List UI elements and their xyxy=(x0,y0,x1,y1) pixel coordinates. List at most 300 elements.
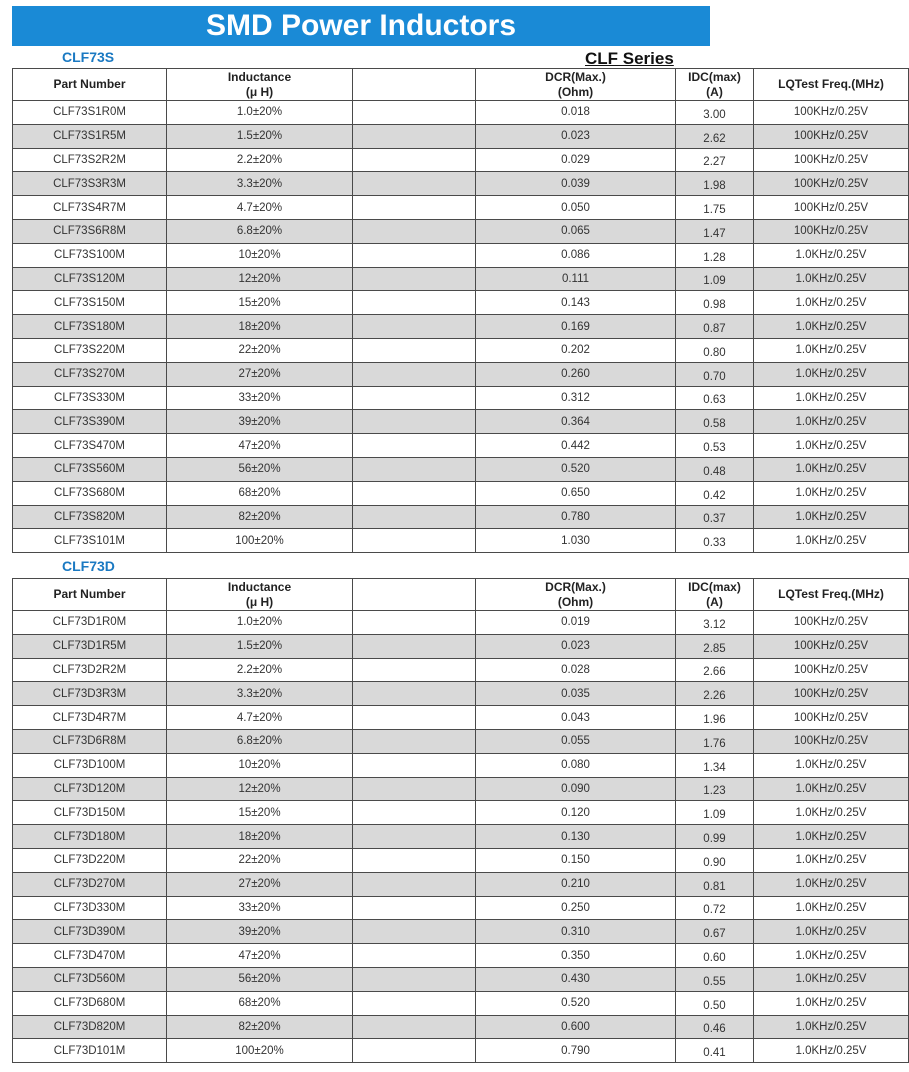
cell-dcr: 0.520 xyxy=(476,457,676,481)
cell-test-freq: 1.0KHz/0.25V xyxy=(754,529,909,553)
table-row xyxy=(13,529,909,553)
cell-dcr: 0.150 xyxy=(476,848,676,872)
cell-blank xyxy=(353,753,476,777)
cell-blank xyxy=(353,315,476,339)
cell-part-number: CLF73S390M xyxy=(13,410,167,434)
cell-test-freq: 1.0KHz/0.25V xyxy=(754,991,909,1015)
header-blank xyxy=(353,69,476,101)
header-blank xyxy=(353,579,476,611)
cell-inductance: 15±20% xyxy=(167,801,353,825)
cell-part-number: CLF73D390M xyxy=(13,920,167,944)
table-row xyxy=(13,362,909,386)
cell-part-number: CLF73S3R3M xyxy=(13,172,167,196)
cell-inductance: 18±20% xyxy=(167,825,353,849)
table-row xyxy=(13,658,909,682)
cell-part-number: CLF73D180M xyxy=(13,825,167,849)
cell-part-number: CLF73D101M xyxy=(13,1039,167,1063)
header-inductance xyxy=(167,579,353,611)
cell-part-number: CLF73S4R7M xyxy=(13,196,167,220)
cell-inductance: 33±20% xyxy=(167,896,353,920)
header-part-number: Part Number xyxy=(13,69,167,101)
cell-test-freq: 1.0KHz/0.25V xyxy=(754,338,909,362)
cell-blank xyxy=(353,505,476,529)
cell-blank xyxy=(353,196,476,220)
cell-dcr: 0.023 xyxy=(476,634,676,658)
cell-idc: 0.67 xyxy=(676,920,754,944)
cell-inductance: 33±20% xyxy=(167,386,353,410)
cell-part-number: CLF73S1R5M xyxy=(13,124,167,148)
cell-idc: 1.09 xyxy=(676,801,754,825)
cell-idc: 1.23 xyxy=(676,777,754,801)
cell-idc: 1.28 xyxy=(676,243,754,267)
cell-part-number: CLF73S120M xyxy=(13,267,167,291)
cell-test-freq: 1.0KHz/0.25V xyxy=(754,457,909,481)
cell-dcr: 0.019 xyxy=(476,611,676,635)
cell-idc: 2.27 xyxy=(676,148,754,172)
cell-blank xyxy=(353,362,476,386)
cell-dcr: 0.018 xyxy=(476,101,676,125)
cell-dcr: 0.086 xyxy=(476,243,676,267)
cell-test-freq: 1.0KHz/0.25V xyxy=(754,920,909,944)
cell-inductance: 2.2±20% xyxy=(167,148,353,172)
cell-test-freq: 1.0KHz/0.25V xyxy=(754,872,909,896)
cell-part-number: CLF73D270M xyxy=(13,872,167,896)
cell-inductance: 18±20% xyxy=(167,315,353,339)
cell-part-number: CLF73D220M xyxy=(13,848,167,872)
cell-part-number: CLF73D6R8M xyxy=(13,729,167,753)
table-row xyxy=(13,634,909,658)
cell-inductance: 22±20% xyxy=(167,848,353,872)
cell-test-freq: 100KHz/0.25V xyxy=(754,658,909,682)
cell-dcr: 0.080 xyxy=(476,753,676,777)
cell-test-freq: 100KHz/0.25V xyxy=(754,148,909,172)
cell-test-freq: 1.0KHz/0.25V xyxy=(754,967,909,991)
cell-inductance: 56±20% xyxy=(167,967,353,991)
header-idc xyxy=(676,579,754,611)
cell-inductance: 15±20% xyxy=(167,291,353,315)
cell-part-number: CLF73D1R5M xyxy=(13,634,167,658)
cell-test-freq: 1.0KHz/0.25V xyxy=(754,777,909,801)
table-row xyxy=(13,991,909,1015)
cell-dcr: 0.430 xyxy=(476,967,676,991)
cell-dcr: 0.043 xyxy=(476,706,676,730)
header-inductance-line2: (μ H) xyxy=(245,84,274,99)
table-row xyxy=(13,243,909,267)
table-row xyxy=(13,267,909,291)
cell-inductance: 27±20% xyxy=(167,362,353,386)
cell-part-number: CLF73S680M xyxy=(13,481,167,505)
cell-inductance: 3.3±20% xyxy=(167,172,353,196)
cell-blank xyxy=(353,611,476,635)
cell-dcr: 0.790 xyxy=(476,1039,676,1063)
cell-blank xyxy=(353,658,476,682)
cell-inductance: 39±20% xyxy=(167,410,353,434)
cell-inductance: 39±20% xyxy=(167,920,353,944)
cell-part-number: CLF73D4R7M xyxy=(13,706,167,730)
table-row xyxy=(13,729,909,753)
table-row xyxy=(13,196,909,220)
cell-dcr: 0.350 xyxy=(476,944,676,968)
table-row xyxy=(13,410,909,434)
cell-idc: 0.60 xyxy=(676,944,754,968)
cell-part-number: CLF73S820M xyxy=(13,505,167,529)
cell-blank xyxy=(353,291,476,315)
cell-test-freq: 1.0KHz/0.25V xyxy=(754,267,909,291)
cell-dcr: 0.780 xyxy=(476,505,676,529)
cell-part-number: CLF73D560M xyxy=(13,967,167,991)
cell-test-freq: 1.0KHz/0.25V xyxy=(754,243,909,267)
cell-test-freq: 1.0KHz/0.25V xyxy=(754,753,909,777)
cell-test-freq: 100KHz/0.25V xyxy=(754,124,909,148)
cell-idc: 0.50 xyxy=(676,991,754,1015)
cell-test-freq: 1.0KHz/0.25V xyxy=(754,896,909,920)
cell-idc: 2.26 xyxy=(676,682,754,706)
table-row xyxy=(13,801,909,825)
table-header-row xyxy=(13,579,909,611)
cell-test-freq: 1.0KHz/0.25V xyxy=(754,825,909,849)
table-body-clf73s xyxy=(13,101,909,553)
cell-inductance: 27±20% xyxy=(167,872,353,896)
cell-blank xyxy=(353,777,476,801)
spec-table-clf73d xyxy=(12,578,909,1063)
cell-idc: 0.70 xyxy=(676,362,754,386)
cell-idc: 2.66 xyxy=(676,658,754,682)
cell-part-number: CLF73S150M xyxy=(13,291,167,315)
cell-test-freq: 1.0KHz/0.25V xyxy=(754,315,909,339)
cell-part-number: CLF73S470M xyxy=(13,434,167,458)
cell-idc: 3.12 xyxy=(676,611,754,635)
cell-inductance: 1.0±20% xyxy=(167,611,353,635)
cell-dcr: 0.364 xyxy=(476,410,676,434)
table-row xyxy=(13,386,909,410)
cell-inductance: 100±20% xyxy=(167,1039,353,1063)
cell-dcr: 1.030 xyxy=(476,529,676,553)
table-row xyxy=(13,457,909,481)
cell-idc: 0.80 xyxy=(676,338,754,362)
header-inductance-line2: (μ H) xyxy=(245,594,274,609)
cell-dcr: 0.260 xyxy=(476,362,676,386)
cell-blank xyxy=(353,219,476,243)
cell-idc: 1.76 xyxy=(676,729,754,753)
header-inductance-line1: Inductance xyxy=(227,69,292,84)
cell-idc: 0.87 xyxy=(676,315,754,339)
table-row xyxy=(13,338,909,362)
cell-dcr: 0.090 xyxy=(476,777,676,801)
cell-part-number: CLF73D470M xyxy=(13,944,167,968)
cell-blank xyxy=(353,706,476,730)
cell-part-number: CLF73D1R0M xyxy=(13,611,167,635)
cell-part-number: CLF73S220M xyxy=(13,338,167,362)
cell-blank xyxy=(353,172,476,196)
cell-dcr: 0.111 xyxy=(476,267,676,291)
header-idc-line2: (A) xyxy=(706,594,723,609)
cell-dcr: 0.310 xyxy=(476,920,676,944)
series-label: CLF Series xyxy=(585,49,674,68)
cell-idc: 0.90 xyxy=(676,848,754,872)
cell-blank xyxy=(353,338,476,362)
cell-idc: 2.85 xyxy=(676,634,754,658)
table-row xyxy=(13,291,909,315)
table-row xyxy=(13,434,909,458)
cell-test-freq: 1.0KHz/0.25V xyxy=(754,362,909,386)
spec-table-clf73s xyxy=(12,68,909,553)
cell-test-freq: 1.0KHz/0.25V xyxy=(754,386,909,410)
cell-dcr: 0.202 xyxy=(476,338,676,362)
cell-dcr: 0.442 xyxy=(476,434,676,458)
header-idc xyxy=(676,69,754,101)
table-row xyxy=(13,481,909,505)
cell-test-freq: 100KHz/0.25V xyxy=(754,634,909,658)
header-dcr-line1: DCR(Max.) xyxy=(545,579,606,594)
cell-inductance: 47±20% xyxy=(167,944,353,968)
table-row xyxy=(13,967,909,991)
cell-idc: 0.63 xyxy=(676,386,754,410)
header-idc-line1: IDC(max) xyxy=(688,579,741,594)
cell-part-number: CLF73S2R2M xyxy=(13,148,167,172)
cell-dcr: 0.023 xyxy=(476,124,676,148)
section-label-clf73s: CLF73S xyxy=(62,49,115,65)
cell-blank xyxy=(353,825,476,849)
cell-blank xyxy=(353,729,476,753)
cell-part-number: CLF73D2R2M xyxy=(13,658,167,682)
cell-inductance: 22±20% xyxy=(167,338,353,362)
cell-idc: 1.96 xyxy=(676,706,754,730)
header-inductance-line1: Inductance xyxy=(227,579,292,594)
cell-part-number: CLF73D820M xyxy=(13,1015,167,1039)
cell-idc: 0.99 xyxy=(676,825,754,849)
cell-part-number: CLF73D100M xyxy=(13,753,167,777)
cell-blank xyxy=(353,944,476,968)
cell-blank xyxy=(353,1015,476,1039)
cell-idc: 1.09 xyxy=(676,267,754,291)
cell-part-number: CLF73D3R3M xyxy=(13,682,167,706)
cell-blank xyxy=(353,991,476,1015)
cell-part-number: CLF73D150M xyxy=(13,801,167,825)
table-row xyxy=(13,505,909,529)
cell-idc: 0.72 xyxy=(676,896,754,920)
table-row xyxy=(13,682,909,706)
cell-blank xyxy=(353,243,476,267)
table-row xyxy=(13,944,909,968)
table-row xyxy=(13,124,909,148)
cell-idc: 0.37 xyxy=(676,505,754,529)
cell-part-number: CLF73S100M xyxy=(13,243,167,267)
cell-blank xyxy=(353,101,476,125)
cell-test-freq: 1.0KHz/0.25V xyxy=(754,944,909,968)
header-test-freq: LQTest Freq.(MHz) xyxy=(754,579,909,611)
header-dcr xyxy=(476,579,676,611)
cell-dcr: 0.130 xyxy=(476,825,676,849)
cell-blank xyxy=(353,967,476,991)
cell-dcr: 0.050 xyxy=(476,196,676,220)
header-part-number: Part Number xyxy=(13,579,167,611)
cell-idc: 0.53 xyxy=(676,434,754,458)
page-title: SMD Power Inductors xyxy=(12,6,710,46)
cell-test-freq: 1.0KHz/0.25V xyxy=(754,291,909,315)
cell-idc: 1.47 xyxy=(676,219,754,243)
cell-inductance: 4.7±20% xyxy=(167,196,353,220)
cell-inductance: 6.8±20% xyxy=(167,729,353,753)
table-row xyxy=(13,872,909,896)
cell-dcr: 0.039 xyxy=(476,172,676,196)
cell-inductance: 68±20% xyxy=(167,481,353,505)
header-dcr-line2: (Ohm) xyxy=(557,594,594,609)
cell-idc: 0.42 xyxy=(676,481,754,505)
cell-test-freq: 1.0KHz/0.25V xyxy=(754,1015,909,1039)
cell-dcr: 0.120 xyxy=(476,801,676,825)
cell-part-number: CLF73S180M xyxy=(13,315,167,339)
cell-part-number: CLF73S101M xyxy=(13,529,167,553)
header-test-freq: LQTest Freq.(MHz) xyxy=(754,69,909,101)
cell-blank xyxy=(353,872,476,896)
cell-idc: 0.46 xyxy=(676,1015,754,1039)
cell-test-freq: 1.0KHz/0.25V xyxy=(754,801,909,825)
cell-part-number: CLF73S6R8M xyxy=(13,219,167,243)
cell-inductance: 3.3±20% xyxy=(167,682,353,706)
cell-test-freq: 100KHz/0.25V xyxy=(754,729,909,753)
cell-test-freq: 100KHz/0.25V xyxy=(754,611,909,635)
cell-inductance: 12±20% xyxy=(167,267,353,291)
cell-test-freq: 1.0KHz/0.25V xyxy=(754,505,909,529)
table-row xyxy=(13,172,909,196)
cell-dcr: 0.650 xyxy=(476,481,676,505)
cell-test-freq: 1.0KHz/0.25V xyxy=(754,434,909,458)
table-row xyxy=(13,148,909,172)
cell-dcr: 0.600 xyxy=(476,1015,676,1039)
cell-dcr: 0.035 xyxy=(476,682,676,706)
cell-idc: 0.58 xyxy=(676,410,754,434)
cell-part-number: CLF73S1R0M xyxy=(13,101,167,125)
cell-idc: 0.98 xyxy=(676,291,754,315)
header-dcr xyxy=(476,69,676,101)
cell-part-number: CLF73S560M xyxy=(13,457,167,481)
section-label-clf73d: CLF73D xyxy=(62,558,115,574)
cell-idc: 0.41 xyxy=(676,1039,754,1063)
table-row xyxy=(13,101,909,125)
cell-blank xyxy=(353,148,476,172)
table-row xyxy=(13,1015,909,1039)
table-row xyxy=(13,219,909,243)
cell-idc: 0.48 xyxy=(676,457,754,481)
cell-blank xyxy=(353,920,476,944)
cell-blank xyxy=(353,457,476,481)
table-row xyxy=(13,920,909,944)
header-dcr-line1: DCR(Max.) xyxy=(545,69,606,84)
cell-idc: 1.34 xyxy=(676,753,754,777)
cell-inductance: 1.5±20% xyxy=(167,124,353,148)
cell-dcr: 0.312 xyxy=(476,386,676,410)
header-idc-line1: IDC(max) xyxy=(688,69,741,84)
cell-part-number: CLF73D680M xyxy=(13,991,167,1015)
cell-dcr: 0.065 xyxy=(476,219,676,243)
cell-test-freq: 100KHz/0.25V xyxy=(754,706,909,730)
cell-test-freq: 100KHz/0.25V xyxy=(754,196,909,220)
cell-inductance: 100±20% xyxy=(167,529,353,553)
cell-blank xyxy=(353,848,476,872)
header-dcr-line2: (Ohm) xyxy=(557,84,594,99)
cell-idc: 3.00 xyxy=(676,101,754,125)
table-row xyxy=(13,777,909,801)
cell-inductance: 1.0±20% xyxy=(167,101,353,125)
cell-idc: 0.81 xyxy=(676,872,754,896)
table-row xyxy=(13,1039,909,1063)
cell-part-number: CLF73S330M xyxy=(13,386,167,410)
cell-inductance: 1.5±20% xyxy=(167,634,353,658)
cell-dcr: 0.250 xyxy=(476,896,676,920)
cell-part-number: CLF73D330M xyxy=(13,896,167,920)
cell-test-freq: 1.0KHz/0.25V xyxy=(754,481,909,505)
cell-blank xyxy=(353,410,476,434)
table-body-clf73d xyxy=(13,611,909,1063)
cell-inductance: 4.7±20% xyxy=(167,706,353,730)
cell-blank xyxy=(353,682,476,706)
cell-blank xyxy=(353,801,476,825)
cell-dcr: 0.028 xyxy=(476,658,676,682)
cell-blank xyxy=(353,434,476,458)
table-row xyxy=(13,315,909,339)
cell-inductance: 10±20% xyxy=(167,753,353,777)
cell-inductance: 47±20% xyxy=(167,434,353,458)
cell-blank xyxy=(353,1039,476,1063)
cell-idc: 0.55 xyxy=(676,967,754,991)
cell-idc: 1.98 xyxy=(676,172,754,196)
cell-dcr: 0.055 xyxy=(476,729,676,753)
cell-idc: 1.75 xyxy=(676,196,754,220)
cell-idc: 0.33 xyxy=(676,529,754,553)
table-header-row xyxy=(13,69,909,101)
cell-dcr: 0.029 xyxy=(476,148,676,172)
cell-blank xyxy=(353,634,476,658)
cell-test-freq: 100KHz/0.25V xyxy=(754,101,909,125)
cell-inductance: 10±20% xyxy=(167,243,353,267)
cell-inductance: 82±20% xyxy=(167,505,353,529)
header-idc-line2: (A) xyxy=(706,84,723,99)
cell-dcr: 0.210 xyxy=(476,872,676,896)
cell-test-freq: 100KHz/0.25V xyxy=(754,172,909,196)
cell-test-freq: 100KHz/0.25V xyxy=(754,682,909,706)
table-row xyxy=(13,848,909,872)
cell-inductance: 12±20% xyxy=(167,777,353,801)
cell-inductance: 2.2±20% xyxy=(167,658,353,682)
cell-idc: 2.62 xyxy=(676,124,754,148)
cell-inductance: 68±20% xyxy=(167,991,353,1015)
table-row xyxy=(13,753,909,777)
cell-inductance: 56±20% xyxy=(167,457,353,481)
cell-blank xyxy=(353,896,476,920)
table-row xyxy=(13,825,909,849)
cell-part-number: CLF73D120M xyxy=(13,777,167,801)
cell-blank xyxy=(353,124,476,148)
cell-dcr: 0.143 xyxy=(476,291,676,315)
cell-test-freq: 1.0KHz/0.25V xyxy=(754,1039,909,1063)
cell-blank xyxy=(353,267,476,291)
cell-dcr: 0.520 xyxy=(476,991,676,1015)
cell-test-freq: 1.0KHz/0.25V xyxy=(754,848,909,872)
cell-blank xyxy=(353,529,476,553)
table-row xyxy=(13,706,909,730)
table-row xyxy=(13,611,909,635)
table-row xyxy=(13,896,909,920)
cell-inductance: 6.8±20% xyxy=(167,219,353,243)
header-inductance xyxy=(167,69,353,101)
cell-blank xyxy=(353,386,476,410)
cell-test-freq: 100KHz/0.25V xyxy=(754,219,909,243)
cell-inductance: 82±20% xyxy=(167,1015,353,1039)
cell-test-freq: 1.0KHz/0.25V xyxy=(754,410,909,434)
cell-part-number: CLF73S270M xyxy=(13,362,167,386)
cell-blank xyxy=(353,481,476,505)
cell-dcr: 0.169 xyxy=(476,315,676,339)
